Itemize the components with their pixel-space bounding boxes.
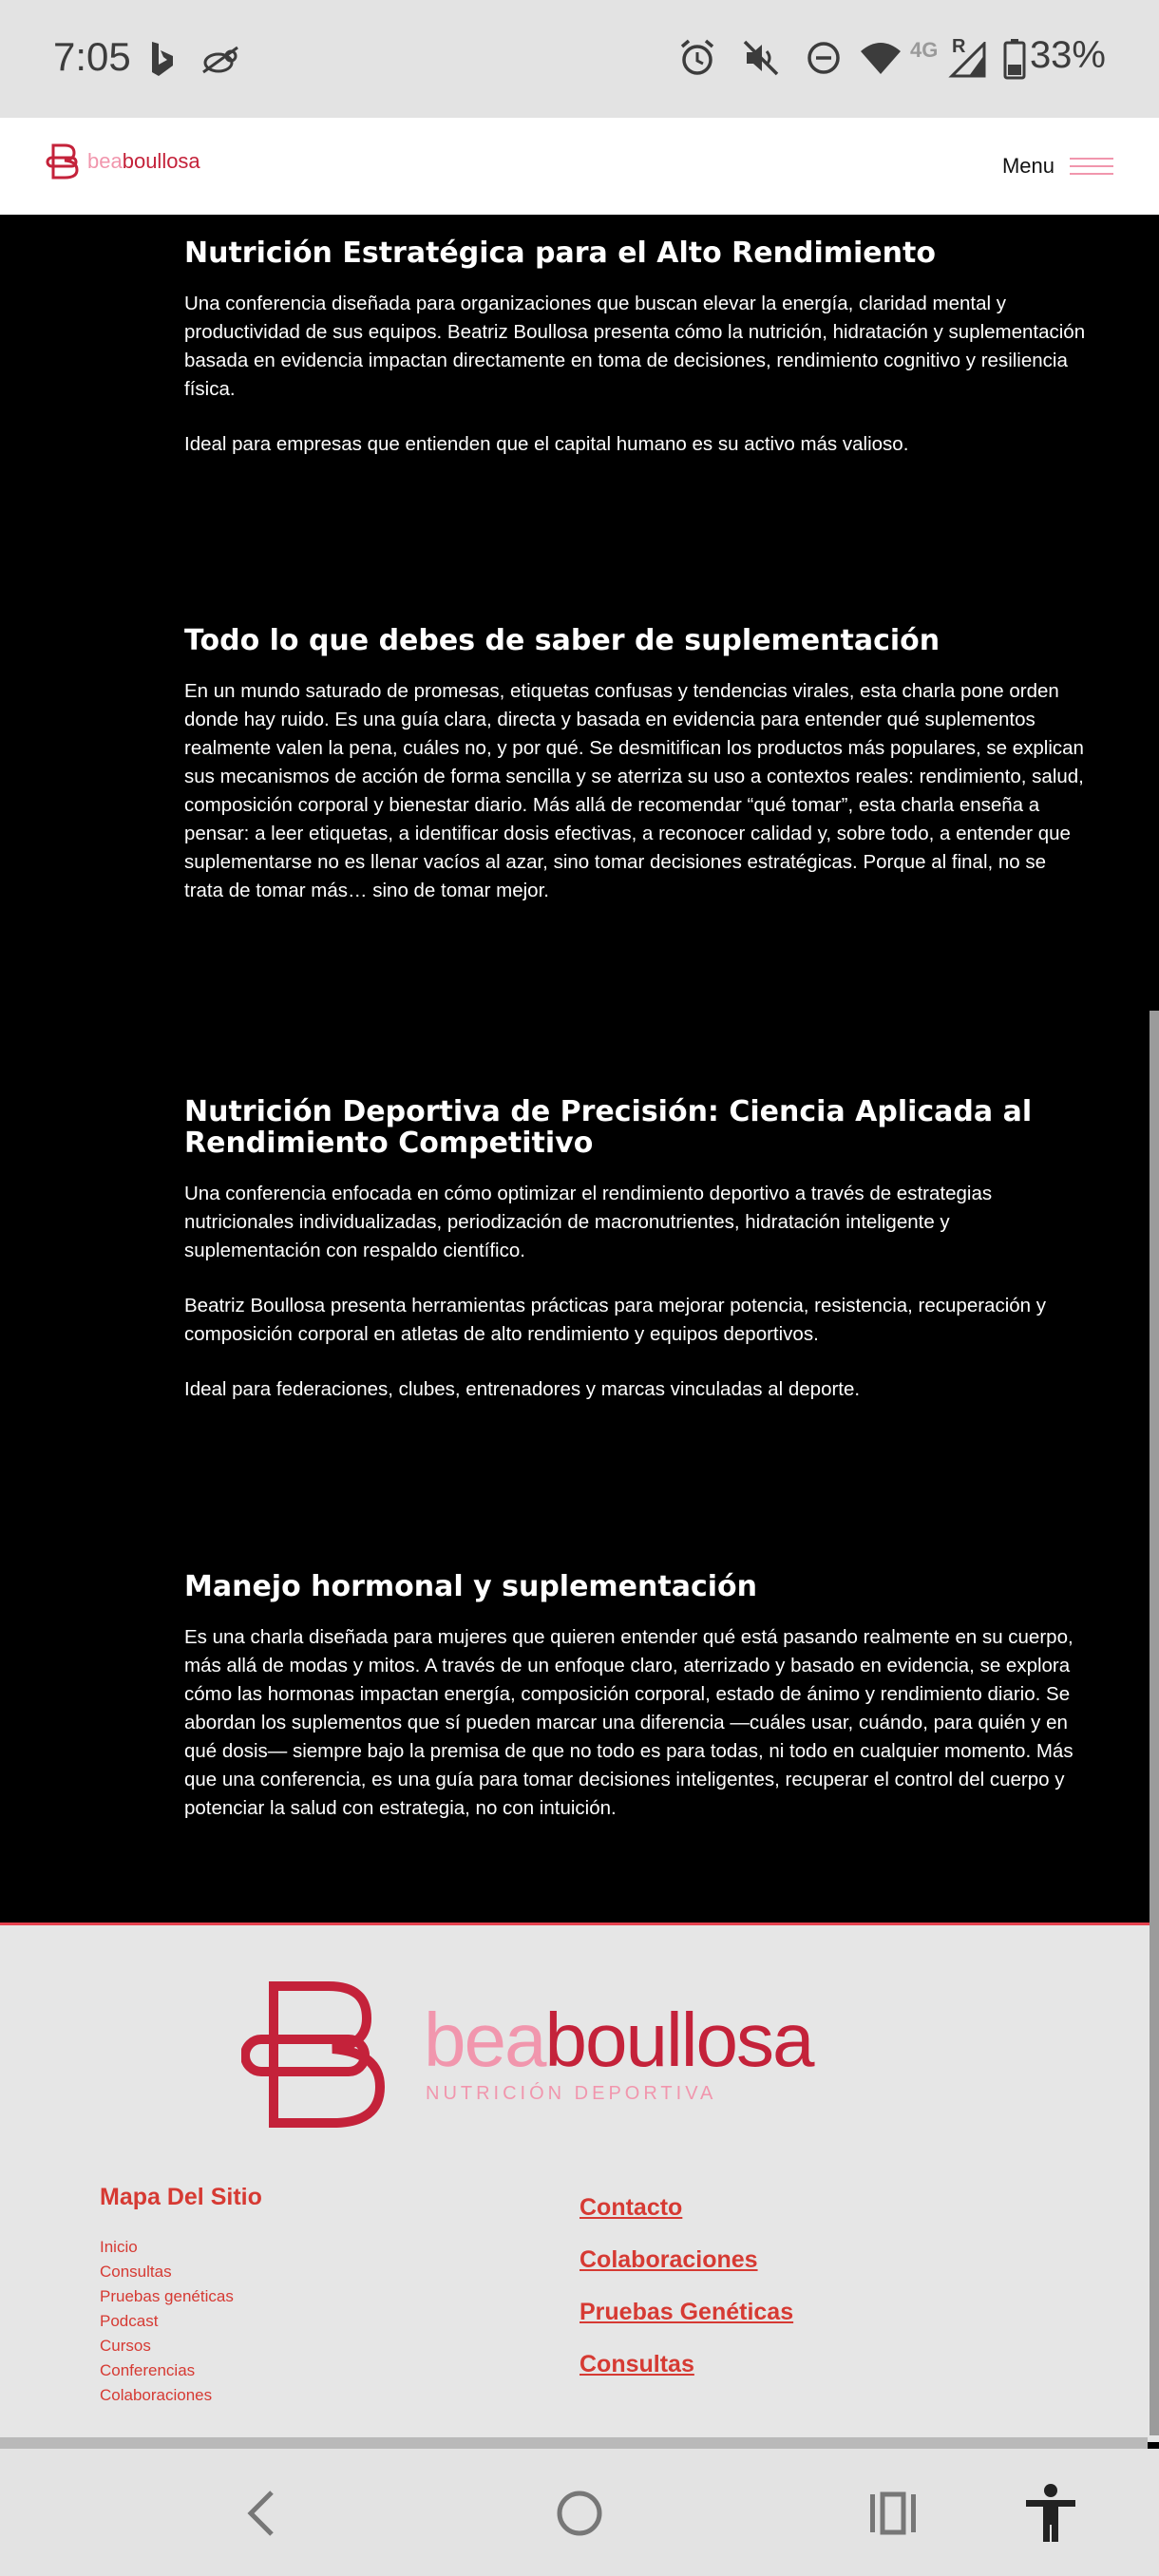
battery-percentage: 33% bbox=[1029, 34, 1106, 76]
section-title: Manejo hormonal y suplementación bbox=[184, 1570, 758, 1603]
section-paragraph: Ideal para empresas que entienden que el capital humano es su activo más valioso. bbox=[184, 433, 909, 455]
section-manejo-hormonal bbox=[184, 1571, 1087, 1849]
pests-icon bbox=[200, 44, 241, 76]
sitemap-item[interactable]: Podcast bbox=[100, 2312, 159, 2330]
back-icon[interactable] bbox=[243, 2489, 281, 2538]
footer-link-contacto[interactable]: Contacto bbox=[580, 2194, 683, 2221]
footer-link-consultas[interactable]: Consultas bbox=[580, 2351, 694, 2377]
site-footer bbox=[0, 1923, 1159, 2442]
section-nutricion-deportiva bbox=[184, 1096, 1087, 1430]
network-type: 4G bbox=[910, 38, 939, 62]
sitemap-item[interactable]: Pruebas genéticas bbox=[100, 2287, 234, 2305]
scrollbar-thumb[interactable] bbox=[1150, 1011, 1159, 2435]
sitemap-title: Mapa Del Sitio bbox=[100, 2184, 262, 2210]
section-title: Todo lo que debes de saber de suplementación bbox=[184, 624, 940, 657]
section-paragraph: En un mundo saturado de promesas, etiquetas confusas y tendencias virales, esta charla pone orden donde hay ruido. Es una guía clara, directa y basada en evidencia para entender qué suplementos realmente valen la pena, cuáles no, y por qué. Se desmitifican los productos más populares, se explican sus mecanismos de acción de forma sencilla y se aterriza su uso a contextos reales: rendimiento, salud, composición corporal y bienestar diario. Más allá de recomendar “qué tomar”, esta charla enseña a pensar: a leer etiquetas, a identificar dosis efectivas, a reconocer calidad y, sobre todo, a entender que suplementarse no es llenar vacíos al azar, sino tomar decisiones estratégicas. Porque al final, no se trata de tomar más… sino de tomar mejor. bbox=[184, 680, 1084, 901]
status-bar bbox=[0, 0, 1159, 118]
roaming-indicator: R bbox=[952, 36, 966, 57]
logo-mark-icon bbox=[46, 142, 80, 180]
mute-icon bbox=[741, 38, 781, 78]
section-paragraph: Es una charla diseñada para mujeres que quieren entender qué está pasando realmente en su cuerpo, más allá de modas y mitos. A través de un enfoque claro, aterrizado y basado en evidencia, se explora cómo las hormonas impactan energía, composición corporal, estado de ánimo y rendimiento diario. Se abordan los suplementos que sí pueden marcar una diferencia —cuáles usar, cuándo, para quién y en qué dosis— siempre bajo la premisa de que no todo es para todas, ni todo en cualquier momento. Más que una conferencia, es una guía para tomar decisiones inteligentes, recuperar el control del cuerpo y potenciar la salud con estrategia, no con intuición. bbox=[184, 1626, 1074, 1819]
status-time: 7:05 bbox=[53, 34, 131, 79]
logo-mark-icon bbox=[241, 1979, 393, 2131]
sitemap-item[interactable]: Inicio bbox=[100, 2238, 138, 2256]
site-logo[interactable] bbox=[46, 142, 200, 180]
footer-logo-tagline: NUTRICIÓN DEPORTIVA bbox=[426, 2083, 717, 2104]
section-title: Nutrición Estratégica para el Alto Rendimiento bbox=[184, 237, 936, 270]
section-nutricion-estrategica bbox=[184, 237, 1087, 485]
signal-icon bbox=[948, 42, 986, 78]
footer-logo[interactable] bbox=[241, 1979, 849, 2140]
footer-logo-boullosa: boullosa bbox=[544, 1998, 813, 2082]
footer-link-colaboraciones[interactable]: Colaboraciones bbox=[580, 2246, 758, 2273]
battery-icon bbox=[1003, 38, 1026, 80]
navigation-bar bbox=[0, 2449, 1159, 2576]
accessibility-icon[interactable] bbox=[1022, 2483, 1079, 2544]
section-paragraph: Beatriz Boullosa presenta herramientas prácticas para mejorar potencia, resistencia, recuperación y composición corporal en atletas de alto rendimiento y equipos deportivos. bbox=[184, 1295, 1047, 1345]
bing-icon bbox=[148, 40, 177, 78]
sitemap-item[interactable]: Cursos bbox=[100, 2337, 151, 2355]
section-suplementacion bbox=[184, 625, 1087, 932]
sitemap-item[interactable]: Conferencias bbox=[100, 2361, 196, 2379]
footer-link-pruebas-geneticas[interactable]: Pruebas Genéticas bbox=[580, 2299, 794, 2325]
logo-text-bea: bea bbox=[87, 149, 123, 173]
footer-links bbox=[580, 2182, 793, 2391]
section-paragraph: Una conferencia enfocada en cómo optimizar el rendimiento deportivo a través de estrategias nutricionales individualizadas, periodización de macronutrientes, hidratación inteligente y suplementación con respaldo científico. bbox=[184, 1183, 993, 1261]
section-paragraph: Una conferencia diseñada para organizaciones que buscan elevar la energía, claridad mental y productividad de sus equipos. Beatriz Boullosa presenta cómo la nutrición, hidratación y suplementación basada en evidencia impactan directamente en toma de decisiones, rendimiento cognitivo y resiliencia física. bbox=[184, 293, 1086, 400]
site-header bbox=[0, 118, 1159, 215]
wifi-icon bbox=[859, 40, 902, 76]
sitemap-item[interactable]: Consultas bbox=[100, 2263, 172, 2281]
section-paragraph: Ideal para federaciones, clubes, entrenadores y marcas vinculadas al deporte. bbox=[184, 1378, 861, 1400]
sitemap-list bbox=[100, 2235, 234, 2408]
sitemap-item[interactable]: Colaboraciones bbox=[100, 2386, 213, 2404]
section-title: Nutrición Deportiva de Precisión: Ciencia Aplicada al Rendimiento Competitivo bbox=[184, 1095, 1033, 1160]
logo-text-boullosa: boullosa bbox=[122, 149, 200, 173]
dnd-icon bbox=[806, 40, 842, 76]
horizontal-scrollbar bbox=[0, 2437, 1148, 2449]
menu-label[interactable]: Menu bbox=[1001, 154, 1054, 178]
footer-logo-bea: bea bbox=[424, 1998, 545, 2082]
alarm-icon bbox=[678, 38, 716, 78]
home-icon[interactable] bbox=[555, 2489, 604, 2538]
hamburger-menu-icon[interactable] bbox=[1070, 158, 1113, 175]
recents-icon[interactable] bbox=[868, 2491, 918, 2536]
conferences-content bbox=[0, 215, 1159, 1923]
